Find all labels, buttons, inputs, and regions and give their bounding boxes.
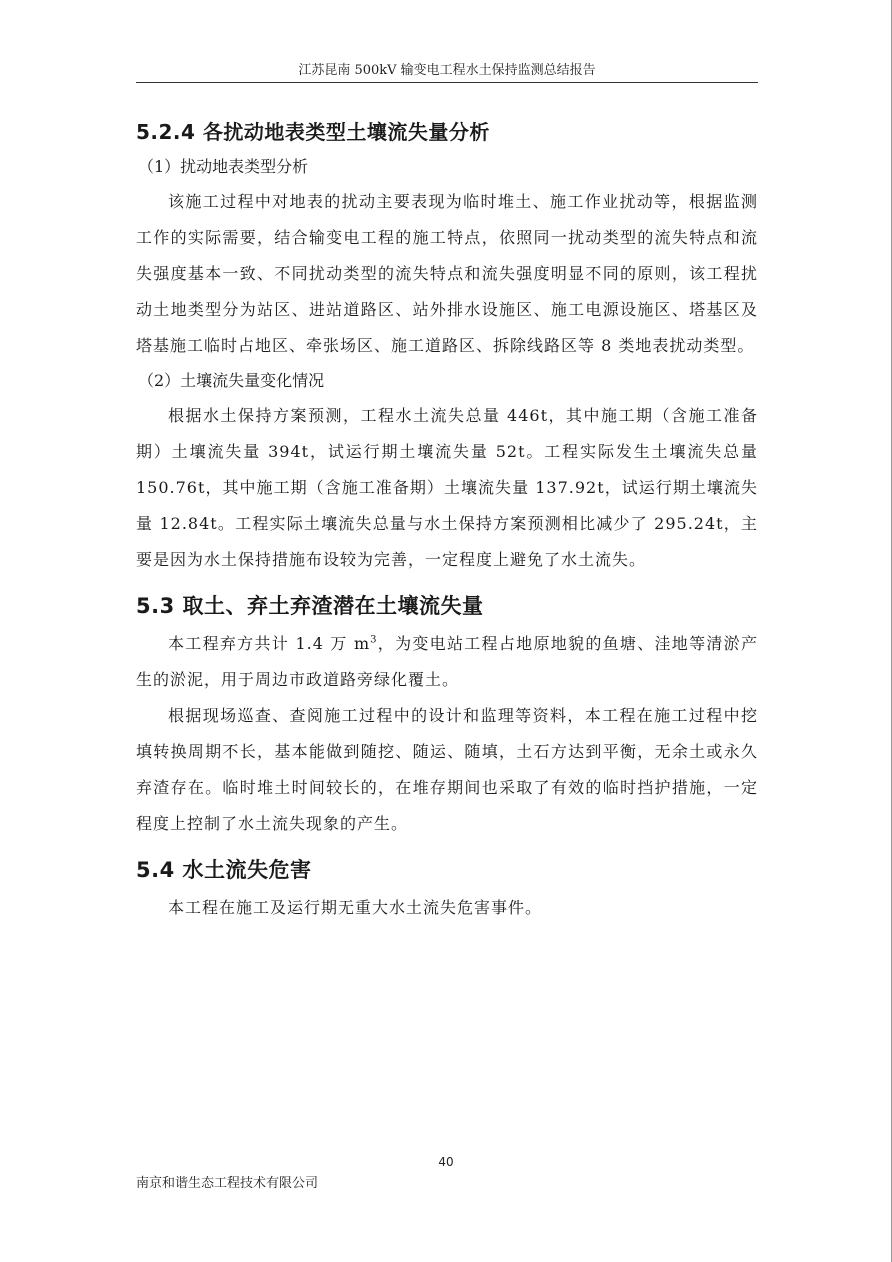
cubic-superscript: 3: [370, 634, 378, 646]
paragraph-no-hazard: 本工程在施工及运行期无重大水土流失危害事件。: [168, 898, 543, 917]
page-header-title: 江苏昆南 500kV 输变电工程水土保持监测总结报告: [298, 63, 596, 78]
footer-company-name: 南京和谐生态工程技术有限公司: [136, 1176, 319, 1191]
spoil-text-end: ，为变电站工程占地原地貌的鱼塘、洼地等清淤产生的淤泥，用于周边市政道路旁绿化覆土。: [136, 634, 758, 689]
document-body: [136, 114, 758, 926]
section-5-4-heading: 5.4 水土流失危害: [136, 858, 312, 882]
section-5-3-heading: 5.3 取土、弃土弃渣潜在土壤流失量: [136, 594, 484, 618]
paragraph-soil-loss-change: 根据水土保持方案预测，工程水土流失总量 446t，其中施工期（含施工准备期）土壤流失量 394t，试运行期土壤流失量 52t。工程实际发生土壤流失总量 150.76t，其中施工期（含施工准备期）土壤流失量 137.92t，试运行期土壤流失量 12.84t。工程实际土壤流失总量与水土保持方案预测相比减少了 295.24t，主要是因为水土保持措施布设较为完善，一定程度上避免了水土流失。: [136, 406, 758, 569]
paragraph-site-inspection: 根据现场巡查、查阅施工过程中的设计和监理等资料，本工程在施工过程中挖填转换周期不长，基本能做到随挖、随运、随填，土石方达到平衡，无余土或永久弃渣存在。临时堆土时间较长的，在堆存期间也采取了有效的临时挡护措施，一定程度上控制了水土流失现象的产生。: [136, 706, 758, 833]
subsection-2-label: （2）土壤流失量变化情况: [138, 371, 325, 390]
header-divider: [136, 82, 758, 83]
section-5-2-4-heading: 5.2.4 各扰动地表类型土壤流失量分析: [136, 120, 490, 144]
spoil-text-start: 本工程弃方共计 1.4 万 m: [168, 634, 371, 653]
paragraph-disturbance-types: 该施工过程中对地表的扰动主要表现为临时堆土、施工作业扰动等，根据监测工作的实际需要，结合输变电工程的施工特点，依照同一扰动类型的流失特点和流失强度基本一致、不同扰动类型的流失特点和流失强度明显不同的原则，该工程扰动土地类型分为站区、进站道路区、站外排水设施区、施工电源设施区、塔基区及塔基施工临时占地区、牵张场区、施工道路区、拆除线路区等 8 类地表扰动类型。: [136, 192, 758, 355]
subsection-1-label: （1）扰动地表类型分析: [138, 157, 309, 176]
paragraph-spoil-volume: [136, 626, 758, 698]
page-number: 40: [438, 1155, 454, 1169]
